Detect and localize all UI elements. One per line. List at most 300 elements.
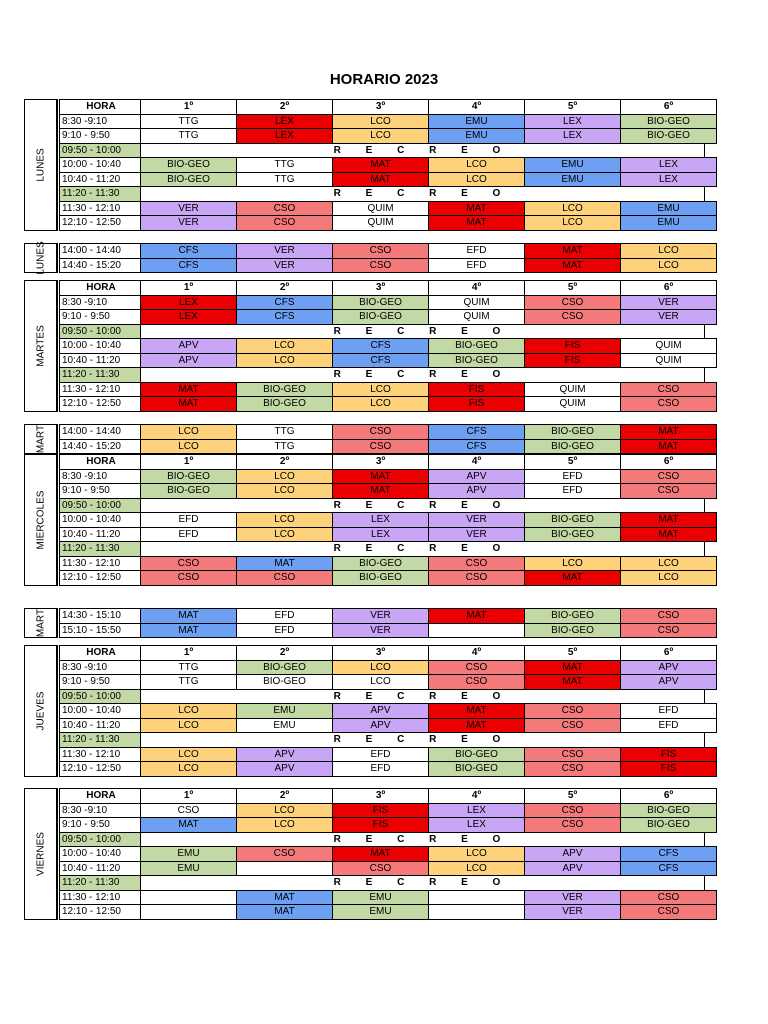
subject-cell: LCO: [333, 128, 429, 144]
subject-cell: CSO: [525, 295, 621, 311]
subject-cell: MAT: [333, 172, 429, 188]
subject-cell: CSO: [621, 623, 717, 639]
hora-cell: 10:00 - 10:40: [59, 512, 141, 528]
subject-cell: CFS: [621, 846, 717, 862]
subject-cell: CSO: [621, 483, 717, 499]
table-row: [59, 201, 717, 217]
header-cell: 6º: [621, 99, 717, 115]
day-block-lunes: [24, 243, 706, 273]
subject-cell: CSO: [333, 861, 429, 877]
table-row: [59, 875, 705, 891]
subject-cell: CFS: [237, 309, 333, 325]
subject-cell: BIO-GEO: [429, 761, 525, 777]
subject-cell: TTG: [237, 172, 333, 188]
subject-cell: CSO: [333, 424, 429, 440]
subject-cell: MAT: [429, 215, 525, 231]
header-cell: 6º: [621, 645, 717, 661]
table-row: [59, 353, 717, 369]
subject-cell: VER: [141, 201, 237, 217]
subject-cell: QUIM: [333, 201, 429, 217]
subject-cell: MAT: [141, 623, 237, 639]
subject-cell: MAT: [237, 904, 333, 920]
table-row: [59, 570, 717, 586]
header-cell: 3º: [333, 454, 429, 470]
subject-cell: EFD: [525, 483, 621, 499]
subject-cell: CSO: [141, 803, 237, 819]
subject-cell: APV: [333, 703, 429, 719]
subject-cell: EFD: [141, 527, 237, 543]
day-label: [24, 454, 58, 586]
hora-cell: 10:40 - 11:20: [59, 527, 141, 543]
recreo-cell: R E C R E O: [141, 498, 705, 514]
table-row: [59, 703, 717, 719]
hora-cell: 10:00 - 10:40: [59, 846, 141, 862]
subject-cell: CFS: [333, 338, 429, 354]
subject-cell: BIO-GEO: [429, 338, 525, 354]
subject-cell: CSO: [333, 439, 429, 455]
page-title: HORARIO 2023: [329, 71, 439, 88]
subject-cell: CFS: [621, 861, 717, 877]
subject-cell: VER: [429, 527, 525, 543]
subject-cell: VER: [621, 295, 717, 311]
subject-cell: MAT: [621, 512, 717, 528]
hora-cell: 9:10 - 9:50: [59, 817, 141, 833]
hora-cell: 12:10 - 12:50: [59, 570, 141, 586]
subject-cell: LCO: [333, 382, 429, 398]
day-label: [24, 645, 58, 777]
subject-cell: EFD: [237, 623, 333, 639]
subject-cell: LCO: [429, 172, 525, 188]
header-cell: 6º: [621, 454, 717, 470]
table-row: [59, 645, 717, 661]
subject-cell: FIS: [429, 396, 525, 412]
subject-cell: TTG: [141, 114, 237, 130]
subject-cell: MAT: [525, 258, 621, 274]
hora-cell: 14:40 - 15:20: [59, 258, 141, 274]
day-label-text: VIERNES: [35, 831, 46, 876]
subject-cell: VER: [429, 512, 525, 528]
table-row: [59, 832, 705, 848]
hora-cell: 9:10 - 9:50: [59, 128, 141, 144]
subject-cell: LCO: [237, 353, 333, 369]
subject-cell: BIO-GEO: [237, 382, 333, 398]
subject-cell: BIO-GEO: [525, 608, 621, 624]
subject-cell: CSO: [237, 201, 333, 217]
subject-cell: APV: [621, 660, 717, 676]
subject-cell: LCO: [621, 258, 717, 274]
hora-cell: 10:40 - 11:20: [59, 861, 141, 877]
table-row: [59, 114, 717, 130]
hora-cell: 11:30 - 12:10: [59, 890, 141, 906]
subject-cell: MAT: [141, 382, 237, 398]
subject-cell: BIO-GEO: [141, 172, 237, 188]
subject-cell: [237, 861, 333, 877]
subject-cell: BIO-GEO: [621, 128, 717, 144]
hora-cell: 10:40 - 11:20: [59, 172, 141, 188]
table-row: [59, 718, 717, 734]
hora-cell: 9:10 - 9:50: [59, 483, 141, 499]
table-row: [59, 143, 705, 159]
subject-cell: BIO-GEO: [237, 396, 333, 412]
subject-cell: TTG: [141, 128, 237, 144]
header-cell: 3º: [333, 788, 429, 804]
subject-cell: LEX: [141, 309, 237, 325]
subject-cell: BIO-GEO: [621, 817, 717, 833]
recreo-cell: R E C R E O: [141, 324, 705, 340]
subject-cell: LCO: [237, 338, 333, 354]
subject-cell: BIO-GEO: [141, 483, 237, 499]
subject-cell: LCO: [429, 861, 525, 877]
subject-cell: MAT: [525, 243, 621, 259]
table-row: [59, 623, 717, 639]
subject-cell: CSO: [525, 703, 621, 719]
subject-cell: EFD: [429, 243, 525, 259]
day-label: [24, 243, 58, 273]
hora-cell: 11:20 - 11:30: [59, 875, 141, 891]
header-cell: 4º: [429, 99, 525, 115]
subject-cell: CFS: [141, 243, 237, 259]
subject-cell: MAT: [621, 527, 717, 543]
subject-cell: VER: [333, 623, 429, 639]
subject-cell: CSO: [141, 570, 237, 586]
header-cell: 6º: [621, 788, 717, 804]
subject-cell: CSO: [525, 718, 621, 734]
subject-cell: EFD: [525, 469, 621, 485]
subject-cell: MAT: [621, 439, 717, 455]
subject-cell: MAT: [237, 556, 333, 572]
subject-cell: APV: [525, 861, 621, 877]
subject-cell: [429, 890, 525, 906]
table-row: [59, 424, 717, 440]
subject-cell: CSO: [429, 556, 525, 572]
subject-cell: LCO: [525, 215, 621, 231]
subject-cell: LCO: [237, 817, 333, 833]
subject-cell: EFD: [237, 608, 333, 624]
subject-cell: EFD: [429, 258, 525, 274]
subject-cell: LCO: [333, 660, 429, 676]
header-cell: 2º: [237, 99, 333, 115]
subject-cell: EFD: [621, 703, 717, 719]
subject-cell: BIO-GEO: [525, 527, 621, 543]
subject-cell: BIO-GEO: [525, 424, 621, 440]
subject-cell: LCO: [141, 747, 237, 763]
header-cell: 5º: [525, 99, 621, 115]
subject-cell: EMU: [525, 172, 621, 188]
subject-cell: VER: [237, 243, 333, 259]
hora-cell: 09:50 - 10:00: [59, 498, 141, 514]
table-row: [59, 454, 717, 470]
hora-cell: 15:10 - 15:50: [59, 623, 141, 639]
table-row: [59, 846, 717, 862]
table-row: [59, 157, 717, 173]
subject-cell: LCO: [141, 718, 237, 734]
subject-cell: EMU: [333, 904, 429, 920]
hora-cell: 8:30 -9:10: [59, 660, 141, 676]
hora-cell: 11:20 - 11:30: [59, 732, 141, 748]
subject-cell: LCO: [525, 556, 621, 572]
subject-cell: BIO-GEO: [525, 439, 621, 455]
day-label-text: JUEVES: [35, 691, 46, 731]
table-row: [59, 556, 717, 572]
subject-cell: CFS: [333, 353, 429, 369]
day-label: [24, 788, 58, 920]
header-cell: 1º: [141, 99, 237, 115]
subject-cell: BIO-GEO: [333, 309, 429, 325]
day-block-viernes: [24, 788, 706, 920]
subject-cell: LEX: [525, 128, 621, 144]
subject-cell: EMU: [621, 201, 717, 217]
subject-cell: CSO: [621, 890, 717, 906]
hora-cell: 14:00 - 14:40: [59, 243, 141, 259]
subject-cell: LEX: [621, 157, 717, 173]
subject-cell: BIO-GEO: [333, 295, 429, 311]
table-row: [59, 890, 717, 906]
table-row: [59, 527, 717, 543]
subject-cell: APV: [429, 483, 525, 499]
subject-cell: TTG: [141, 660, 237, 676]
day-block-lunes: [24, 99, 706, 231]
table-row: [59, 689, 705, 705]
subject-cell: LEX: [333, 527, 429, 543]
subject-cell: MAT: [429, 703, 525, 719]
recreo-cell: R E C R E O: [141, 186, 705, 202]
subject-cell: APV: [429, 469, 525, 485]
subject-cell: CSO: [429, 660, 525, 676]
subject-cell: CSO: [141, 556, 237, 572]
subject-cell: FIS: [621, 761, 717, 777]
subject-cell: BIO-GEO: [141, 469, 237, 485]
day-block-miercoles: [24, 454, 706, 586]
header-cell: HORA: [59, 280, 141, 296]
table-row: [59, 469, 717, 485]
table-row: [59, 309, 717, 325]
subject-cell: MAT: [333, 846, 429, 862]
subject-cell: LCO: [333, 396, 429, 412]
table-row: [59, 367, 705, 383]
subject-cell: BIO-GEO: [333, 570, 429, 586]
subject-cell: LCO: [429, 846, 525, 862]
day-block-martes: [24, 280, 706, 412]
subject-cell: MAT: [525, 570, 621, 586]
hora-cell: 11:20 - 11:30: [59, 367, 141, 383]
table-row: [59, 258, 717, 274]
subject-cell: EMU: [621, 215, 717, 231]
subject-cell: QUIM: [333, 215, 429, 231]
hora-cell: 09:50 - 10:00: [59, 832, 141, 848]
header-cell: 2º: [237, 454, 333, 470]
hora-cell: 12:10 - 12:50: [59, 215, 141, 231]
header-cell: 5º: [525, 280, 621, 296]
header-cell: HORA: [59, 454, 141, 470]
recreo-cell: R E C R E O: [141, 875, 705, 891]
subject-cell: VER: [237, 258, 333, 274]
subject-cell: VER: [333, 608, 429, 624]
subject-cell: CSO: [525, 803, 621, 819]
day-label-text: MART: [35, 424, 46, 454]
subject-cell: BIO-GEO: [621, 114, 717, 130]
subject-cell: BIO-GEO: [621, 803, 717, 819]
subject-cell: EFD: [141, 512, 237, 528]
subject-cell: MAT: [429, 608, 525, 624]
subject-cell: APV: [237, 747, 333, 763]
header-cell: 1º: [141, 645, 237, 661]
day-label-text: LUNES: [35, 148, 46, 182]
hora-cell: 12:10 - 12:50: [59, 904, 141, 920]
hora-cell: 9:10 - 9:50: [59, 674, 141, 690]
subject-cell: MAT: [429, 718, 525, 734]
table-row: [59, 324, 705, 340]
hora-cell: 14:30 - 15:10: [59, 608, 141, 624]
subject-cell: MAT: [525, 674, 621, 690]
subject-cell: [429, 904, 525, 920]
table-row: [59, 732, 705, 748]
subject-cell: EMU: [429, 114, 525, 130]
subject-cell: EFD: [621, 718, 717, 734]
header-cell: 1º: [141, 280, 237, 296]
subject-cell: EMU: [141, 861, 237, 877]
hora-cell: 10:00 - 10:40: [59, 157, 141, 173]
subject-cell: CSO: [621, 469, 717, 485]
header-cell: 4º: [429, 280, 525, 296]
hora-cell: 10:40 - 11:20: [59, 718, 141, 734]
recreo-cell: R E C R E O: [141, 832, 705, 848]
subject-cell: BIO-GEO: [333, 556, 429, 572]
header-cell: 1º: [141, 788, 237, 804]
table-row: [59, 280, 717, 296]
subject-cell: CSO: [333, 243, 429, 259]
subject-cell: [429, 623, 525, 639]
hora-cell: 11:30 - 12:10: [59, 747, 141, 763]
hora-cell: 11:20 - 11:30: [59, 186, 141, 202]
table-row: [59, 674, 717, 690]
table-row: [59, 761, 717, 777]
table-row: [59, 498, 705, 514]
hora-cell: 14:00 - 14:40: [59, 424, 141, 440]
table-row: [59, 788, 717, 804]
subject-cell: VER: [141, 215, 237, 231]
recreo-cell: R E C R E O: [141, 541, 705, 557]
subject-cell: VER: [525, 904, 621, 920]
table-row: [59, 817, 717, 833]
subject-cell: BIO-GEO: [525, 623, 621, 639]
subject-cell: MAT: [525, 660, 621, 676]
subject-cell: CSO: [525, 817, 621, 833]
subject-cell: MAT: [333, 483, 429, 499]
subject-cell: LCO: [237, 803, 333, 819]
recreo-cell: R E C R E O: [141, 732, 705, 748]
header-cell: 3º: [333, 99, 429, 115]
subject-cell: LCO: [237, 469, 333, 485]
table-row: [59, 99, 717, 115]
hora-cell: 8:30 -9:10: [59, 295, 141, 311]
subject-cell: BIO-GEO: [141, 157, 237, 173]
subject-cell: APV: [621, 674, 717, 690]
subject-cell: FIS: [429, 382, 525, 398]
subject-cell: EMU: [141, 846, 237, 862]
subject-cell: BIO-GEO: [429, 747, 525, 763]
day-block-mart: [24, 608, 706, 638]
subject-cell: APV: [525, 846, 621, 862]
subject-cell: LCO: [237, 527, 333, 543]
subject-cell: EMU: [237, 718, 333, 734]
header-cell: 5º: [525, 645, 621, 661]
table-row: [59, 215, 717, 231]
subject-cell: QUIM: [621, 338, 717, 354]
table-row: [59, 660, 717, 676]
hora-cell: 12:10 - 12:50: [59, 761, 141, 777]
table-row: [59, 803, 717, 819]
subject-cell: LCO: [525, 201, 621, 217]
subject-cell: CSO: [333, 258, 429, 274]
hora-cell: 11:30 - 12:10: [59, 382, 141, 398]
day-label: [24, 608, 58, 638]
day-label: [24, 424, 58, 454]
day-label-text: MARTES: [35, 325, 46, 367]
subject-cell: QUIM: [525, 396, 621, 412]
day-label-text: MIERCOLES: [35, 490, 46, 550]
subject-cell: LCO: [237, 483, 333, 499]
subject-cell: LEX: [429, 803, 525, 819]
subject-cell: LEX: [621, 172, 717, 188]
header-cell: 4º: [429, 645, 525, 661]
subject-cell: LCO: [621, 570, 717, 586]
header-cell: 5º: [525, 454, 621, 470]
table-row: [59, 512, 717, 528]
day-label: [24, 99, 58, 231]
subject-cell: LCO: [429, 157, 525, 173]
table-row: [59, 439, 717, 455]
hora-cell: 8:30 -9:10: [59, 803, 141, 819]
subject-cell: FIS: [333, 803, 429, 819]
subject-cell: TTG: [237, 424, 333, 440]
hora-cell: 09:50 - 10:00: [59, 324, 141, 340]
subject-cell: MAT: [621, 424, 717, 440]
header-cell: 4º: [429, 788, 525, 804]
header-cell: 1º: [141, 454, 237, 470]
table-row: [59, 861, 717, 877]
subject-cell: CSO: [525, 747, 621, 763]
subject-cell: CSO: [621, 608, 717, 624]
header-cell: 2º: [237, 788, 333, 804]
subject-cell: MAT: [333, 157, 429, 173]
hora-cell: 14:40 - 15:20: [59, 439, 141, 455]
subject-cell: TTG: [237, 439, 333, 455]
subject-cell: CSO: [429, 570, 525, 586]
subject-cell: EMU: [333, 890, 429, 906]
table-row: [59, 396, 717, 412]
subject-cell: FIS: [525, 353, 621, 369]
table-row: [59, 747, 717, 763]
subject-cell: BIO-GEO: [237, 660, 333, 676]
day-label: [24, 280, 58, 412]
subject-cell: FIS: [621, 747, 717, 763]
table-row: [59, 243, 717, 259]
subject-cell: TTG: [141, 674, 237, 690]
subject-cell: VER: [525, 890, 621, 906]
header-cell: HORA: [59, 788, 141, 804]
hora-cell: 10:00 - 10:40: [59, 338, 141, 354]
subject-cell: CSO: [621, 396, 717, 412]
table-row: [59, 338, 717, 354]
day-label-text: MART: [35, 608, 46, 638]
subject-cell: LEX: [525, 114, 621, 130]
subject-cell: EMU: [525, 157, 621, 173]
hora-cell: 09:50 - 10:00: [59, 689, 141, 705]
subject-cell: MAT: [141, 608, 237, 624]
header-cell: 6º: [621, 280, 717, 296]
subject-cell: LCO: [141, 424, 237, 440]
subject-cell: LEX: [237, 114, 333, 130]
